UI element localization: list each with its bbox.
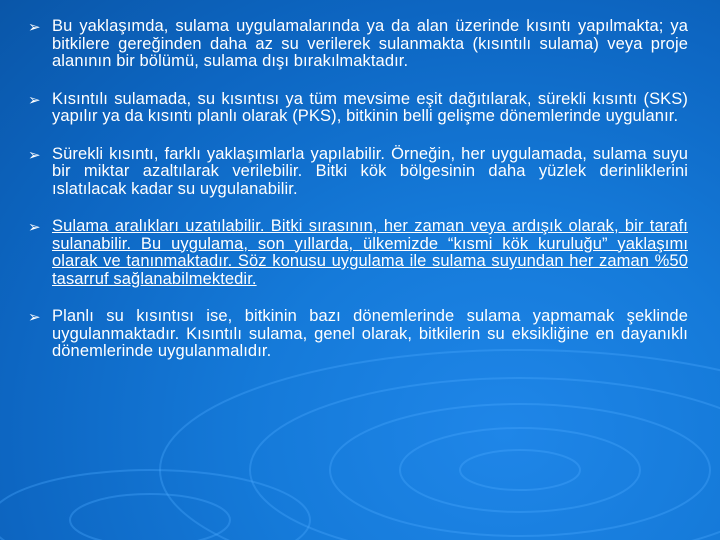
- arrow-bullet-icon: ➢: [28, 308, 41, 326]
- list-item: [28, 91, 688, 126]
- bullet-text: Bu yaklaşımda, sulama uygulamalarında ya da alan üzerinde kısıntı yapılmakta; ya bitkilere gereğinden daha az su verilerek sulanmakta (kısıntılı sulama) veya proje alanının bir bölümü, sulama dışı bırakılmaktadır.: [52, 17, 688, 70]
- list-item: [28, 308, 688, 361]
- arrow-bullet-icon: ➢: [28, 218, 41, 236]
- list-item: [28, 146, 688, 199]
- bullet-text: Kısıntılı sulamada, su kısıntısı ya tüm mevsime eşit dağıtılarak, sürekli kısıntı (SKS) yapılır ya da kısıntı planlı olarak (PKS), bitkinin belli gelişme dönemlerinde uygulanır.: [52, 89, 688, 125]
- arrow-bullet-icon: ➢: [28, 90, 41, 109]
- list-item: [28, 18, 688, 71]
- bullet-list: [28, 18, 688, 381]
- list-item: [28, 218, 688, 288]
- bullet-text: Planlı su kısıntısı ise, bitkinin bazı dönemlerinde sulama yapmamak şeklinde uygulanmaktadır. Kısıntılı sulama, genel olarak, bitkilerin su eksikliğine en dayanıklı dönemlerinde uygulanmalıdır.: [52, 307, 688, 360]
- bullet-text-underlined: Sulama aralıkları uzatılabilir. Bitki sırasının, her zaman veya ardışık olarak, bir tarafı sulanabilir. Bu uygulama, son yıllarda, ülkemizde “kısmi kök kuruluğu” yaklaşımı olarak ve tanınmaktadır. Söz konusu uygulama ile sulama suyundan her zaman %50 tasarruf sağlanabilmektedir.: [52, 217, 688, 288]
- arrow-bullet-icon: ➢: [28, 18, 41, 36]
- bullet-text: Sürekli kısıntı, farklı yaklaşımlarla yapılabilir. Örneğin, her uygulamada, sulama suyu bir miktar azaltılarak verilebilir. Bitki kök bölgesinin daha yüzlek derinliklerini ıslatılacak kadar su uygulanabilir.: [52, 144, 688, 198]
- arrow-bullet-icon: ➢: [28, 145, 41, 164]
